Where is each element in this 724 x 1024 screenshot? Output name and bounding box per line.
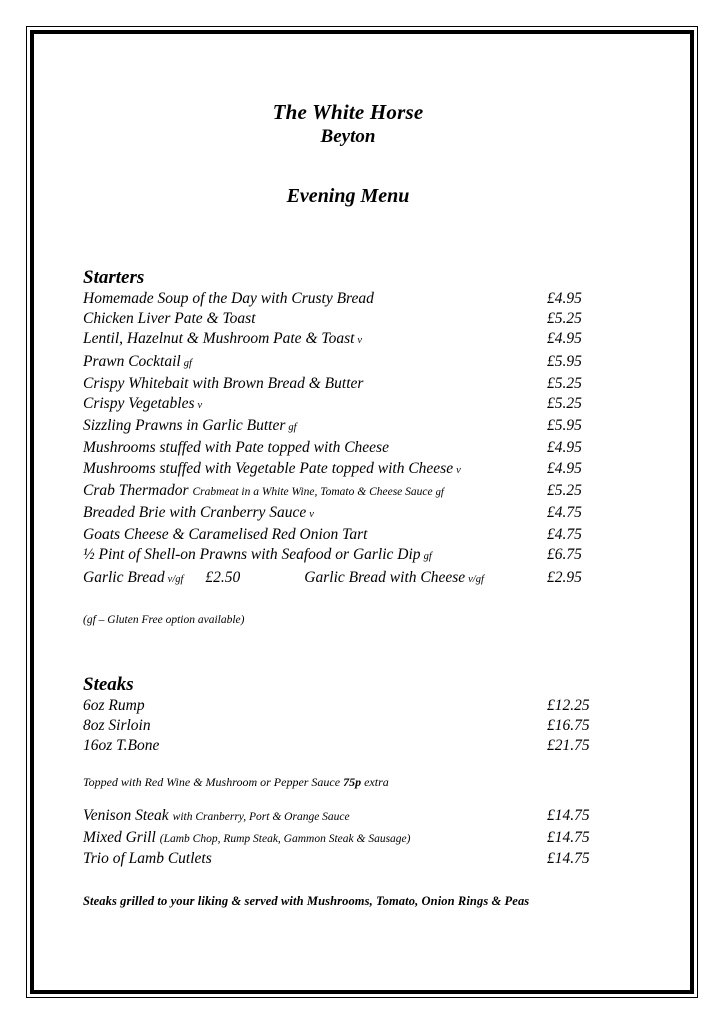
dish-price: £4.75 [547, 504, 582, 522]
dish-price: £5.95 [547, 352, 582, 370]
steaks-list [83, 696, 613, 757]
steaks-section [83, 674, 613, 909]
menu-row [83, 503, 613, 525]
menu-row [83, 309, 613, 329]
menu-row [83, 394, 613, 416]
dish-name: 16oz T.Bone [83, 737, 160, 755]
menu-row [83, 696, 613, 716]
dish-price: £16.75 [547, 717, 590, 735]
menu-row-garlic-bread [83, 568, 613, 590]
dish-description: (Lamb Chop, Rump Steak, Gammon Steak & Sausage) [159, 832, 411, 845]
dish-name: 6oz Rump [83, 696, 145, 714]
gluten-free-note: (gf – Gluten Free option available) [83, 613, 245, 626]
dish-price: £21.75 [547, 737, 590, 755]
dish-name: Breaded Brie with Cranberry Sauce [83, 504, 307, 522]
dish-price: £14.75 [547, 849, 590, 867]
dish-name: Goats Cheese & Caramelised Red Onion Tart [83, 526, 368, 544]
dish-price: £5.25 [547, 374, 582, 392]
menu-row [83, 828, 613, 849]
dietary-marker: v [456, 464, 461, 476]
starters-list [83, 289, 613, 568]
dish-price: £5.25 [547, 481, 582, 499]
menu-row [83, 525, 613, 545]
section-heading-starters: Starters [83, 267, 145, 288]
menu-row [83, 806, 613, 827]
dietary-marker: v [309, 509, 314, 521]
dish-name: Mushrooms stuffed with Pate topped with Cheese [83, 439, 389, 457]
menu-row [83, 352, 613, 374]
menu-row [83, 438, 613, 458]
dish-name: Sizzling Prawns in Garlic Butter [83, 417, 286, 435]
menu-page [38, 38, 686, 986]
dish-name: Trio of Lamb Cutlets [83, 849, 212, 867]
section-heading-steaks: Steaks [83, 673, 134, 695]
dish-description: with Cranberry, Port & Orange Sauce [172, 811, 350, 824]
dish-price: £4.95 [547, 290, 582, 307]
dish-description: Crabmeat in a White Wine, Tomato & Cheese Sauce [192, 485, 433, 498]
menu-row [83, 459, 613, 481]
dish-price: £5.25 [547, 310, 582, 328]
dish-price: £6.75 [547, 546, 582, 564]
dish-name: Chicken Liver Pate & Toast [83, 310, 256, 328]
menu-header [83, 100, 613, 208]
menu-row [83, 416, 613, 438]
dish-name: Lentil, Hazelnut & Mushroom Pate & Toast [83, 330, 355, 348]
dish-price: £12.25 [547, 696, 590, 714]
menu-row [83, 329, 613, 351]
dish-name: Crab Thermador [83, 481, 189, 499]
dish-name: Prawn Cocktail [83, 352, 181, 370]
venue-place: Beyton [320, 126, 376, 147]
dish-name: ½ Pint of Shell-on Prawns with Seafood or Garlic Dip [83, 546, 421, 564]
menu-row [83, 374, 613, 394]
dish-name: Garlic Bread [83, 568, 165, 586]
page-border-outer [26, 26, 698, 998]
dish-name: 8oz Sirloin [83, 717, 151, 735]
sauce-note-price: 75p [343, 775, 362, 790]
venue-name: The White Horse [272, 100, 424, 124]
page-title: Evening Menu [286, 185, 410, 207]
menu-row [83, 481, 613, 503]
dietary-marker: gf [423, 551, 432, 563]
dish-price: £5.25 [547, 395, 582, 413]
sauce-note-pre: Topped with Red Wine & Mushroom or Pepper Sauce [83, 775, 344, 790]
dish-name: Crispy Vegetables [83, 395, 195, 413]
sauce-note [83, 774, 613, 790]
menu-row [83, 545, 613, 567]
menu-content [83, 38, 613, 909]
dish-name: Crispy Whitebait with Brown Bread & Butter [83, 374, 364, 392]
steaks-list-secondary [83, 806, 613, 869]
dish-name: Mushrooms stuffed with Vegetable Pate topped with Cheese [83, 459, 454, 477]
dietary-marker: v [357, 335, 363, 347]
dish-name: Venison Steak [83, 807, 169, 825]
dietary-marker: v/gf [167, 573, 184, 585]
starters-section [83, 267, 613, 628]
dish-price: £4.95 [547, 459, 582, 477]
dish-price: £14.75 [547, 828, 590, 846]
dietary-marker: v/gf [468, 573, 484, 585]
menu-row [83, 736, 613, 756]
sauce-note-post: extra [361, 775, 389, 790]
dietary-marker: gf [288, 422, 297, 434]
dietary-marker: gf [183, 357, 192, 369]
dish-price: £5.95 [547, 417, 582, 435]
grill-note: Steaks grilled to your liking & served with Mushrooms, Tomato, Onion Rings & Peas [83, 894, 530, 909]
dish-price: £4.95 [547, 439, 582, 457]
dish-price: £14.75 [547, 807, 590, 825]
dish-price: £2.50 [205, 568, 241, 586]
dish-name: Homemade Soup of the Day with Crusty Bread [83, 290, 374, 307]
dish-name: Garlic Bread with Cheese [304, 568, 466, 586]
dietary-marker: v [197, 400, 203, 412]
dish-name: Mixed Grill [83, 828, 156, 846]
dietary-marker: gf [435, 486, 444, 498]
menu-row [83, 716, 613, 736]
menu-row [83, 849, 613, 869]
dish-price: £4.75 [547, 526, 582, 544]
page-border-inner [30, 30, 694, 994]
dish-price: £4.95 [547, 330, 582, 348]
dish-price: £2.95 [547, 568, 582, 586]
menu-row [83, 289, 613, 309]
